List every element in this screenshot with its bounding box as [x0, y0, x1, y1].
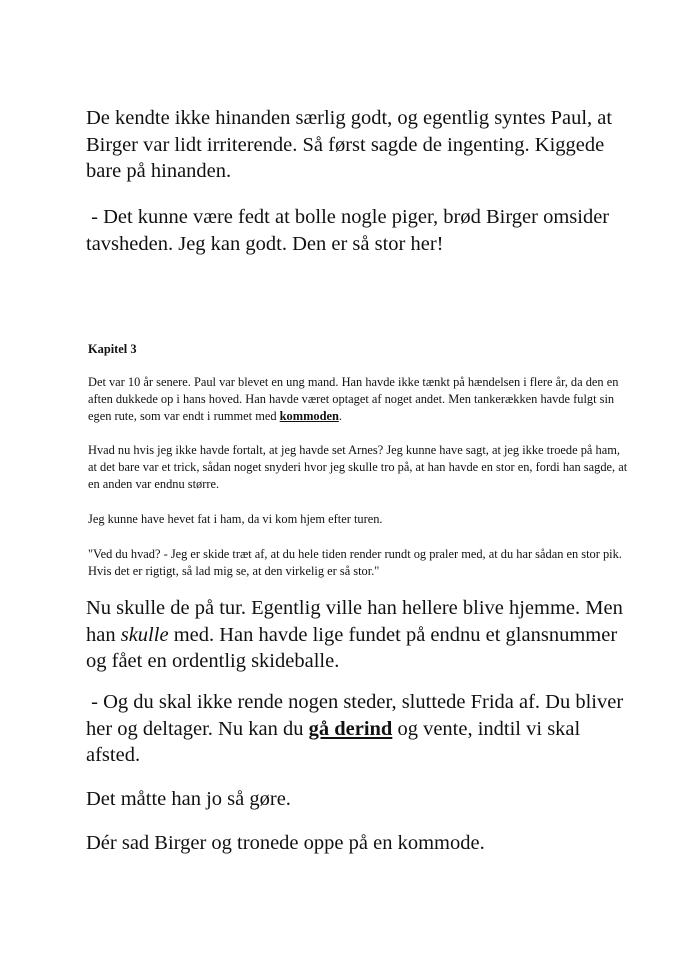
- chapter-heading: Kapitel 3: [88, 342, 137, 356]
- text-segment: med. Han havde lige fundet på endnu et glansnummer og fået en ordentlig skideballe.: [86, 623, 618, 672]
- paragraph-what-if: Hvad nu hvis jeg ikke havde fortalt, at jeg havde set Arnes? Jeg kunne have sagt, at jeg ikke troede på ham, at det bare var et trick, sådan noget snyderi hvor jeg skulle tro på, at han havde en stor en, fordi han sagde, at en anden var endnu større.: [88, 443, 628, 491]
- paragraph-quote: "Ved du hvad? - Jeg er skide træt af, at du hele tiden render rundt og praler med, at du har sådan en stor pik. Hvis det er rigtigt, så lad mig se, at den virkelig er så stor.": [88, 547, 622, 578]
- paragraph-birger-dresser: Dér sad Birger og tronede oppe på en kommode.: [86, 832, 485, 854]
- emphasis-kommoden: kommoden: [279, 409, 339, 423]
- emphasis-ga-derind: gå derind: [308, 717, 393, 740]
- paragraph-birger-speech: - Det kunne være fedt at bolle nogle piger, brød Birger omsider tavsheden. Jeg kan godt. Den er så stor her!: [86, 206, 615, 255]
- paragraph-grab-him: Jeg kunne have hevet fat i ham, da vi kom hjem efter turen.: [88, 512, 383, 526]
- paragraph-frida: [86, 689, 629, 769]
- paragraph-ten-years-later: [88, 374, 628, 425]
- text-segment: Det var 10 år senere. Paul var blevet en ung mand. Han havde ikke tænkt på hændelsen i flere år, da den en aften dukkede op i hans hoved. Han havde været optaget af noget andet. Men tankerækken havde fulgt sin egen rute, som var endt i rummet med: [88, 375, 619, 423]
- text-segment: - Og du skal ikke rende nogen steder, sluttede Frida af. Du bliver her og deltager. Nu kan du: [86, 691, 629, 740]
- paragraph-had-to: Det måtte han jo så gøre.: [86, 788, 291, 810]
- text-segment: Nu skulle de på tur. Egentlig ville han hellere blive hjemme. Men han: [86, 597, 623, 646]
- paragraph-intro: De kendte ikke hinanden særlig godt, og egentlig syntes Paul, at Birger var lidt irriterende. Så først sagde de ingenting. Kiggede bare på hinanden.: [86, 107, 613, 182]
- text-segment: og vente, indtil vi skal afsted.: [86, 717, 586, 766]
- emphasis-skulle: skulle: [120, 623, 169, 646]
- text-segment: .: [338, 409, 342, 423]
- paragraph-trip: [86, 595, 626, 675]
